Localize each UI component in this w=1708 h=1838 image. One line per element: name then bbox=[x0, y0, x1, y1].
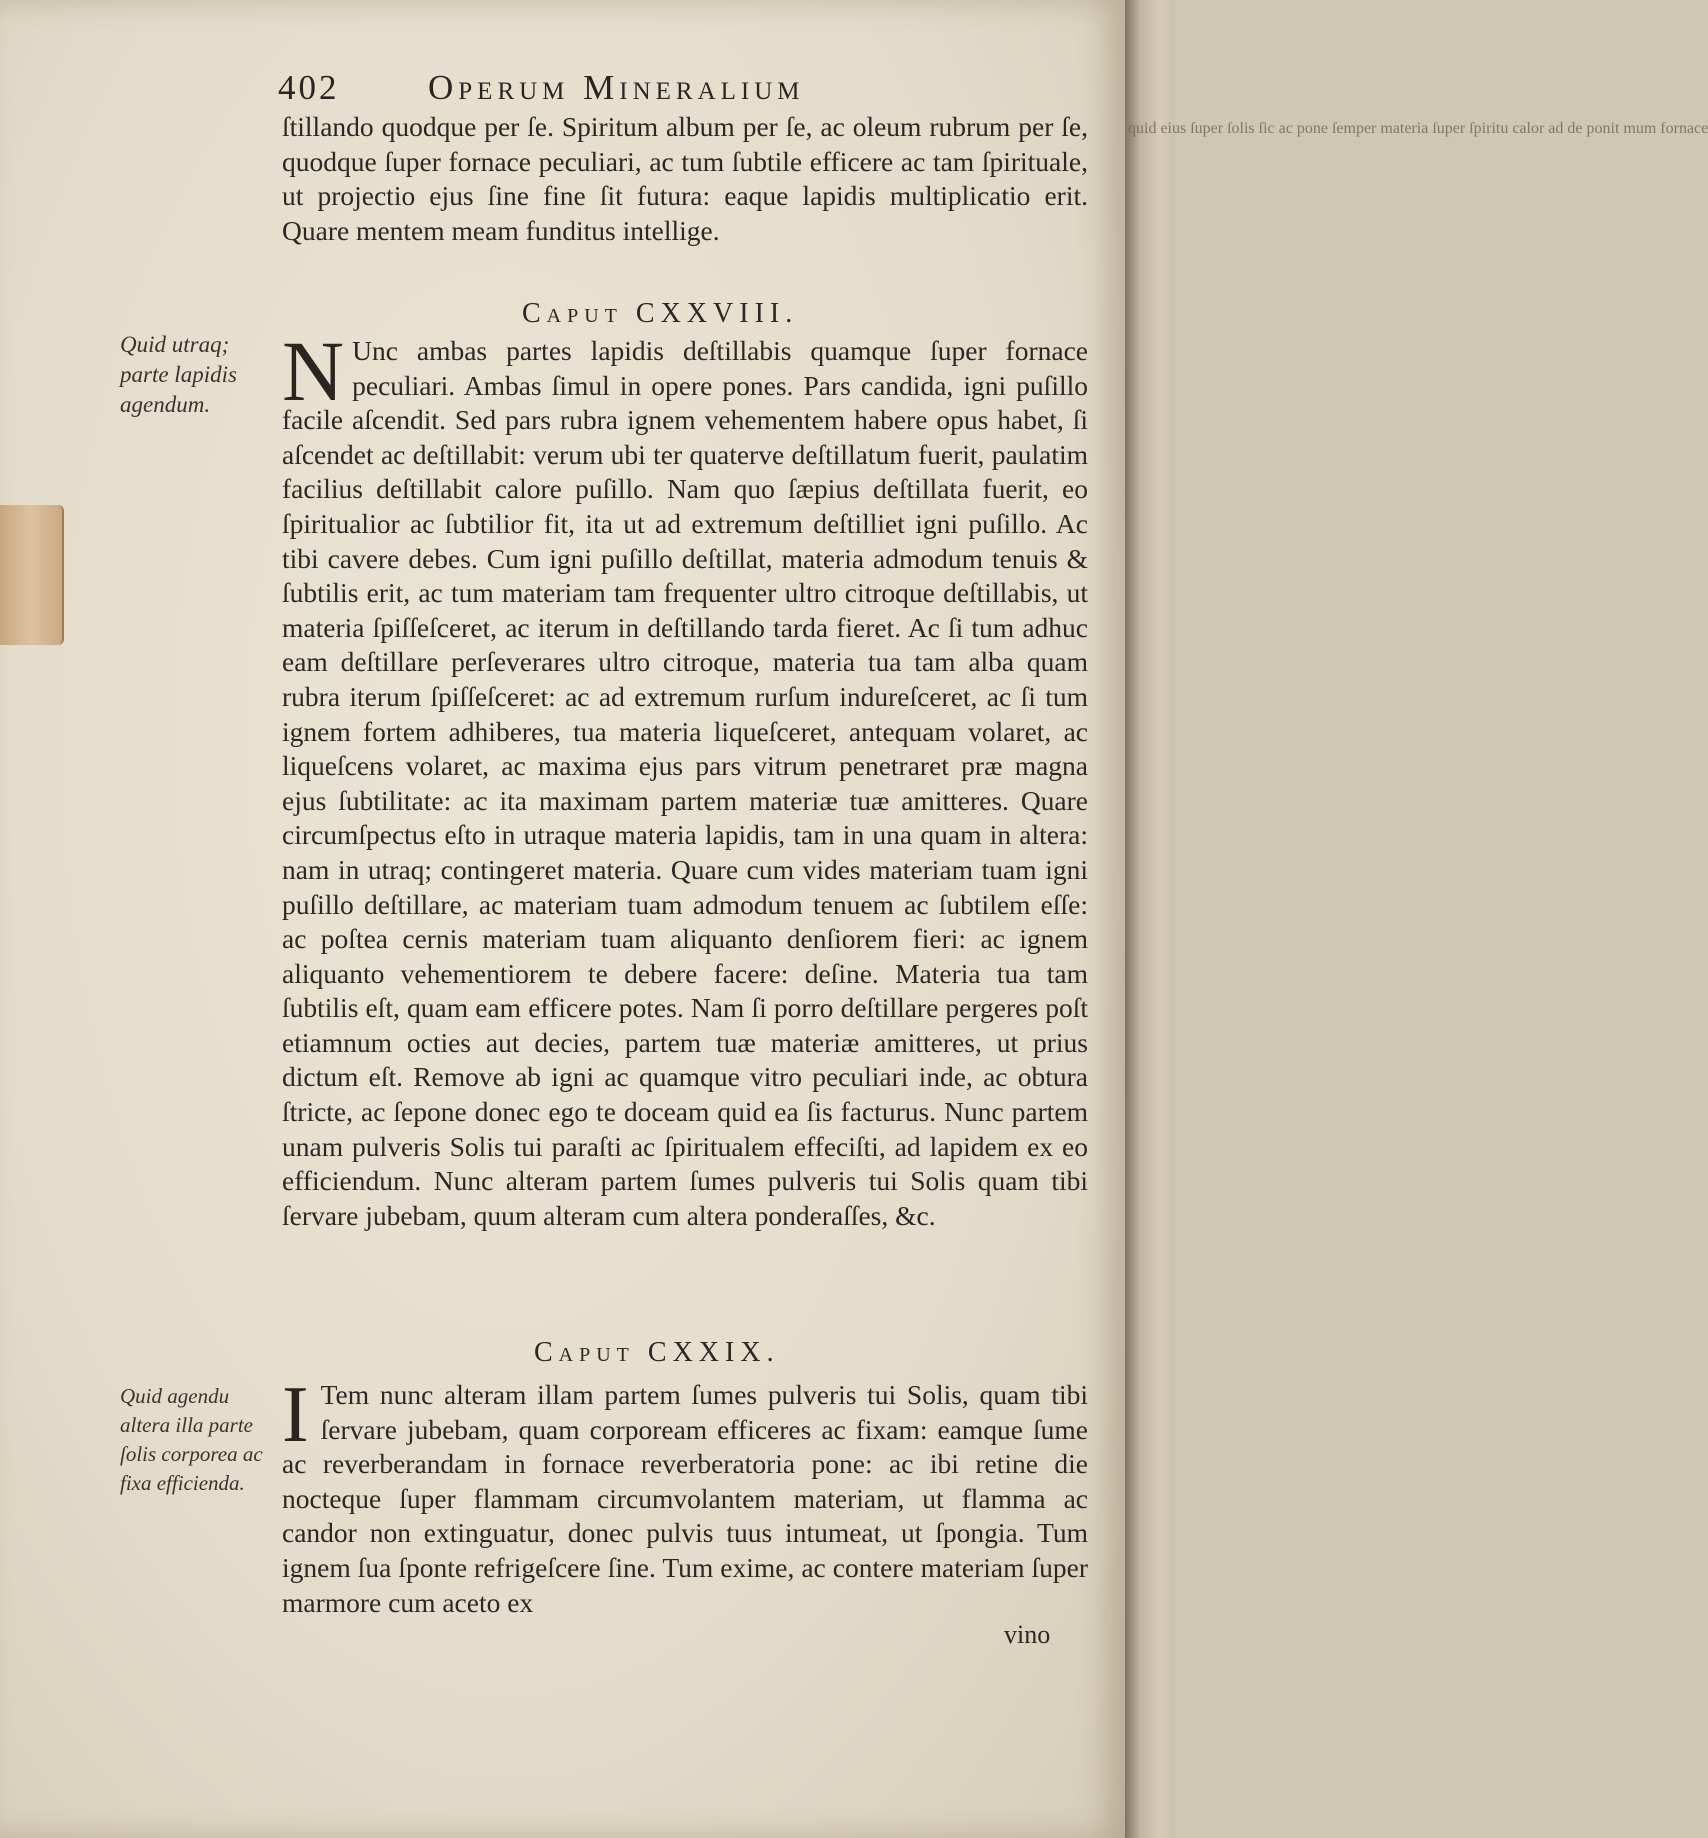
chapter-text bbox=[282, 323, 1088, 1233]
continued-text: ſtillando quodque per ſe. Spiritum album per ſe, ac oleum rubrum per ſe, quodque ſuper fornace peculiari, ac tum ſubtile efficere ac tam ſpirituale, ut projectio ejus ſine fine ſit futura: eaque lapidis multiplicatio erit. Quare mentem meam funditus intellige. bbox=[282, 111, 1088, 246]
chapter-body: Unc ambas partes lapidis deſtillabis quamque ſuper fornace peculiari. Ambas ſimul in opere pones. Pars candida, igni puſillo facile aſcendit. Sed pars rubra ignem vehementem habere opus habet, ſi aſcendet ac deſtillabit: verum ubi ter quaterve deſtillatum fuerit, paulatim facilius deſtillabit calore puſillo. Nam quo ſæpius deſtillata fuerit, eo ſpiritualior ac ſubtilior fit, ita ut ad extremum deſtilliet igni puſillo. Ac tibi cavere debes. Cum igni puſillo deſtillat, materia admodum tenuis & ſubtilis erit, ac tum materiam tam frequenter ultro citroque deſtillabis, ut materia ſpiſſeſceret, ac iterum in deſtillando tarda fieret. Ac ſi tum adhuc eam deſtillare perſeverares ultro citroque, materia tua tam alba quam rubra iterum ſpiſſeſceret: ac ad extremum rurſum indureſceret, ac ſi tum ignem fortem adhiberes, tua materia liqueſceret, antequam volaret, ac liqueſcens volaret, ac maxima ejus pars vitrum penetraret præ magna ejus ſubtilitate: ac ita maximam partem materiæ tuæ amitteres. Quare circumſpectus eſto in utraque materia lapidis, tam in una quam in altera: nam in utraq; contingeret materia. Quare cum vides materiam tuam igni puſillo deſtillare, ac materiam tuam admodum tenuem ac ſubtilem eſſe: ac poſtea cernis materiam tuam aliquanto denſiorem fieri: ac ignem aliquanto vehementiorem te debere facere: deſine. Materia tua tam ſubtilis eſt, quam eam efficere potes. Nam ſi porro deſtillare pergeres poſt etiamnum octies aut decies, partem tuæ materiæ amitteres, ut prius dictum eſt. Remove ab igni ac quamque vitro peculiari inde, ac obtura ſtricte, ac ſepone donec ego te doceam quid ea ſis facturus. Nunc partem unam pulveris Solis tui paraſti ac ſpiritualem effeciſti, ad lapidem ex eo efficiendum. Nunc alteram partem ſumes pulveris tui Solis quam tibi ſervare jubebam, quum alteram cum altera ponderaſſes, &c. bbox=[282, 335, 1088, 1231]
page-number: 402 bbox=[278, 68, 340, 107]
chapter-body: Tem nunc alteram illam partem ſumes pulveris tui Solis, quam tibi ſervare jubebam, quam corpoream efficeres ac fixam: eamque ſume ac reverberandam in fornace reverberatoria pone: ac ibi retine die nocteque ſuper flammam circumvolantem materiam, ut flamma ac candor non extinguatur, donec pulvis tuus intumeat, ut ſpongia. Tum ignem ſua ſponte refrigeſcere ſine. Tum exime, ac contere materiam ſuper marmore cum aceto ex bbox=[282, 1379, 1088, 1618]
catchword: vino bbox=[1004, 1620, 1051, 1649]
running-title: Operum Mineralium bbox=[428, 68, 805, 107]
paper-tab bbox=[0, 505, 64, 645]
chapter-text bbox=[282, 1371, 1088, 1620]
chapter-heading: Caput CXXVIII. bbox=[522, 298, 799, 329]
marginal-note: Quid utraq; parte lapidis agendum. bbox=[120, 332, 237, 417]
drop-cap: I bbox=[282, 1371, 309, 1459]
chapter-heading: Caput CXXIX. bbox=[534, 1337, 780, 1368]
marginal-note: Quid agendu altera illa parte ſolis corporea ac fixa efficienda. bbox=[120, 1384, 263, 1495]
next-page-text-fragment: quid eius ſuper ſolis ſic ac pone ſemper materia ſuper ſpiritu calor ad de ponit mum fornace bbox=[1128, 120, 1708, 137]
running-header bbox=[278, 68, 1078, 108]
drop-cap: N bbox=[282, 323, 345, 419]
